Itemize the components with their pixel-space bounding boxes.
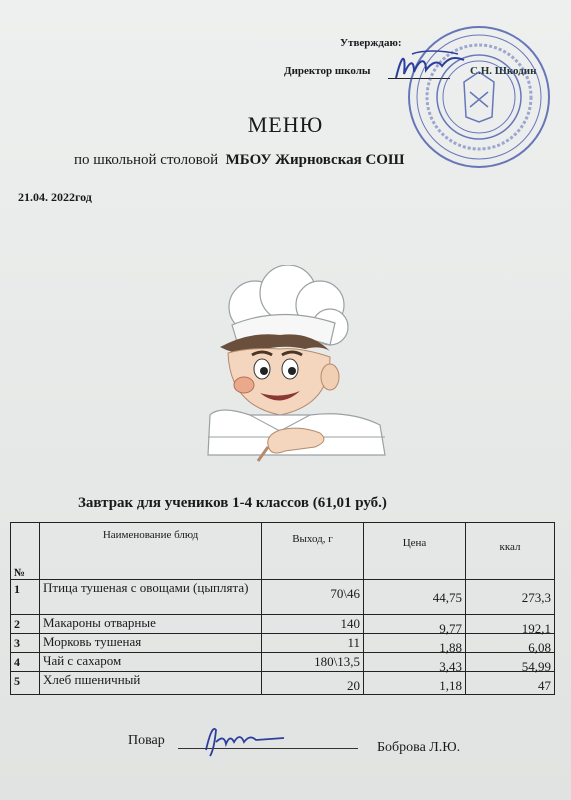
table-row xyxy=(11,615,555,634)
row-price: 9,77 xyxy=(364,615,466,634)
row-name: Птица тушеная с овощами (цыплята) xyxy=(40,580,262,615)
header-kcal: ккал xyxy=(466,523,555,580)
row-num: 5 xyxy=(11,672,40,695)
table-row xyxy=(11,653,555,672)
header-output: Выход, г xyxy=(262,523,364,580)
header-name: Наименование блюд xyxy=(40,523,262,580)
cook-signature xyxy=(200,720,290,760)
cook-label: Повар xyxy=(128,733,165,748)
table-row xyxy=(11,634,555,653)
row-kcal: 273,3 xyxy=(466,580,555,615)
table-header-row xyxy=(11,523,555,580)
menu-date: 21.04. 2022год xyxy=(18,190,92,204)
header-num: № xyxy=(11,523,40,580)
director-signature xyxy=(392,48,472,88)
row-price: 44,75 xyxy=(364,580,466,615)
row-output: 140 xyxy=(262,615,364,634)
row-price: 3,43 xyxy=(364,653,466,672)
row-output: 20 xyxy=(262,672,364,695)
menu-title: МЕНЮ xyxy=(247,112,324,137)
approval-name: С.Н. Шкодин xyxy=(470,65,537,77)
row-name: Хлеб пшеничный xyxy=(40,672,262,695)
row-price: 1,18 xyxy=(364,672,466,695)
row-output: 70\46 xyxy=(262,580,364,615)
row-name: Морковь тушеная xyxy=(40,634,262,653)
school-seal-stamp-icon xyxy=(404,22,554,172)
row-num: 2 xyxy=(11,615,40,634)
approval-role: Директор школы xyxy=(284,65,371,77)
row-kcal: 47 xyxy=(466,672,555,695)
breakfast-menu-table xyxy=(10,522,555,695)
table-row xyxy=(11,580,555,615)
row-num: 4 xyxy=(11,653,40,672)
row-name: Чай с сахаром xyxy=(40,653,262,672)
row-kcal: 6,08 xyxy=(466,634,555,653)
approval-title: Утверждаю: xyxy=(340,37,402,49)
school-name: МБОУ Жирновская СОШ xyxy=(225,152,405,168)
header-price: Цена xyxy=(364,523,466,580)
menu-subtitle-prefix: по школьной столовой xyxy=(74,152,219,168)
breakfast-title: Завтрак для учеников 1-4 классов (61,01 руб.) xyxy=(78,495,387,511)
row-num: 3 xyxy=(11,634,40,653)
row-name: Макароны отварные xyxy=(40,615,262,634)
row-output: 11 xyxy=(262,634,364,653)
row-kcal: 192,1 xyxy=(466,615,555,634)
table-row xyxy=(11,672,555,695)
chef-illustration-icon xyxy=(180,265,400,470)
row-price: 1,88 xyxy=(364,634,466,653)
row-output: 180\13,5 xyxy=(262,653,364,672)
cook-name: Боброва Л.Ю. xyxy=(377,740,461,755)
row-num: 1 xyxy=(11,580,40,615)
row-kcal: 54,99 xyxy=(466,653,555,672)
menu-subtitle xyxy=(74,152,404,169)
